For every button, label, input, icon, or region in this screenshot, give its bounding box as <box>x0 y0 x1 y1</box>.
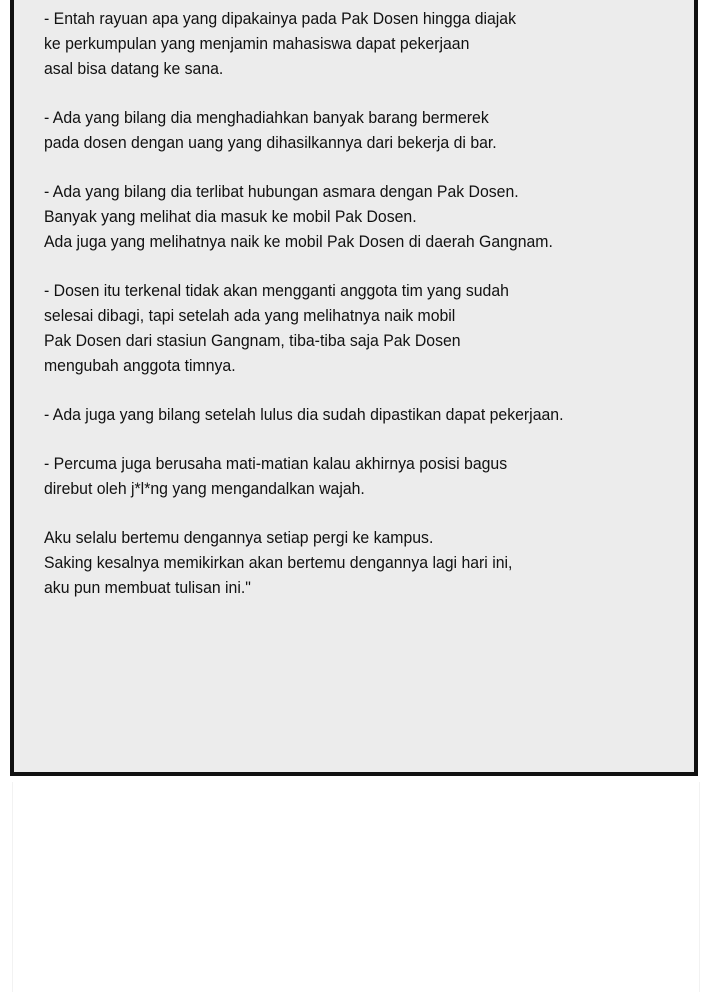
text-line: - Ada yang bilang dia terlibat hubungan asmara dengan Pak Dosen. <box>44 182 519 201</box>
text-line: Ada juga yang melihatnya naik ke mobil Pak Dosen di daerah Gangnam. <box>44 232 553 251</box>
text-line: asal bisa datang ke sana. <box>44 59 224 78</box>
text-paragraph <box>44 451 684 501</box>
text-line: - Ada yang bilang dia menghadiahkan banyak barang bermerek <box>44 108 489 127</box>
text-paragraph <box>44 525 684 600</box>
text-paragraph <box>44 105 684 155</box>
text-line: Aku selalu bertemu dengannya setiap pergi ke kampus. <box>44 528 434 547</box>
text-paragraph <box>44 6 684 81</box>
text-line: mengubah anggota timnya. <box>44 356 236 375</box>
text-paragraph <box>44 402 684 427</box>
text-line: aku pun membuat tulisan ini." <box>44 578 251 597</box>
text-line: selesai dibagi, tapi setelah ada yang melihatnya naik mobil <box>44 306 456 325</box>
text-line: - Dosen itu terkenal tidak akan mengganti anggota tim yang sudah <box>44 281 509 300</box>
text-line: Banyak yang melihat dia masuk ke mobil Pak Dosen. <box>44 207 417 226</box>
text-paragraph <box>44 179 684 254</box>
text-line: pada dosen dengan uang yang dihasilkannya dari bekerja di bar. <box>44 133 497 152</box>
blank-page-area <box>12 782 700 992</box>
text-paragraph <box>44 278 684 378</box>
text-line: Pak Dosen dari stasiun Gangnam, tiba-tiba saja Pak Dosen <box>44 331 461 350</box>
comic-text-panel <box>10 0 698 776</box>
text-line: - Percuma juga berusaha mati-matian kalau akhirnya posisi bagus <box>44 454 508 473</box>
text-line: direbut oleh j*l*ng yang mengandalkan wajah. <box>44 479 365 498</box>
text-line: - Ada juga yang bilang setelah lulus dia sudah dipastikan dapat pekerjaan. <box>44 405 564 424</box>
post-text <box>44 6 684 624</box>
text-line: Saking kesalnya memikirkan akan bertemu dengannya lagi hari ini, <box>44 553 513 572</box>
text-line: ke perkumpulan yang menjamin mahasiswa dapat pekerjaan <box>44 34 470 53</box>
text-line: - Entah rayuan apa yang dipakainya pada Pak Dosen hingga diajak <box>44 9 517 28</box>
